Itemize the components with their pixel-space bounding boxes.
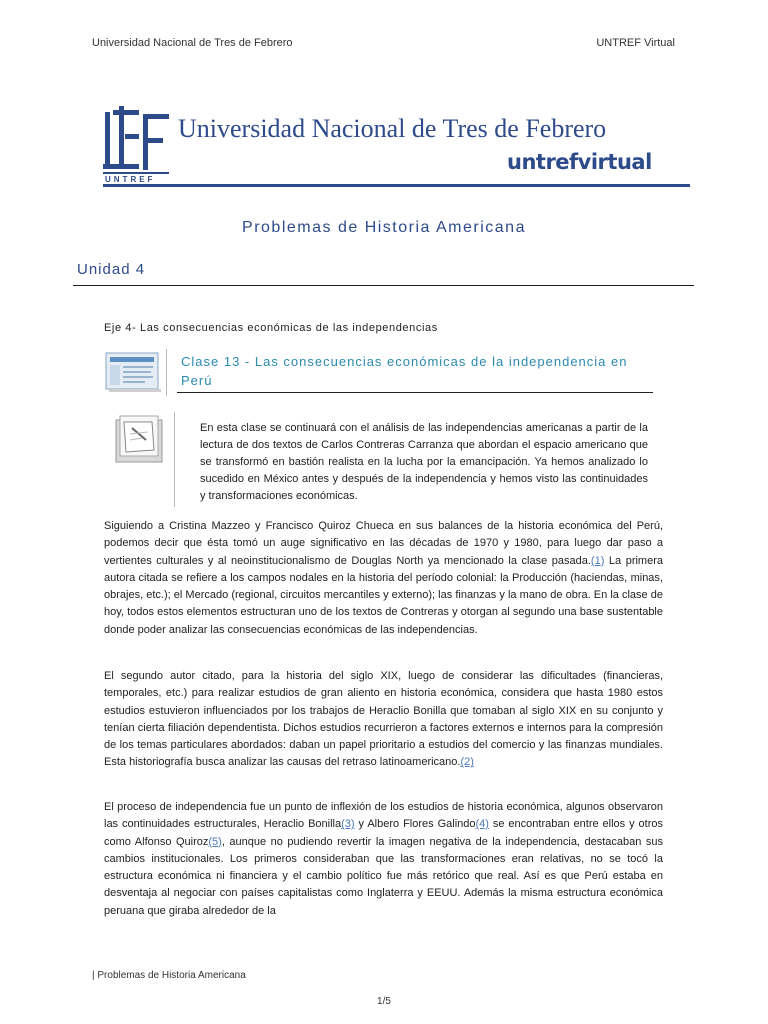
footer-course: | Problemas de Historia Americana bbox=[92, 970, 246, 981]
unit-title: Unidad 4 bbox=[77, 261, 146, 278]
notepad-icon bbox=[112, 414, 168, 466]
banner-rule bbox=[103, 184, 690, 187]
footnote-link-5[interactable]: (5) bbox=[208, 835, 222, 848]
footnote-link-2[interactable]: (2) bbox=[460, 756, 474, 769]
paragraph-text: El proceso de independencia fue un punto de inflexión de los estudios de historia económica, algunos observaron las continuidades estructurales, Heraclio Bonilla bbox=[104, 801, 663, 831]
university-name: Universidad Nacional de Tres de Febrero bbox=[178, 114, 607, 143]
paragraph-1 bbox=[104, 518, 663, 639]
logo-text: UNTREF bbox=[105, 175, 156, 184]
page-number: 1/5 bbox=[377, 996, 391, 1007]
lesson-rule bbox=[177, 392, 653, 393]
axis-title: Eje 4- Las consecuencias económicas de las independencias bbox=[104, 322, 438, 334]
paragraph-2 bbox=[104, 668, 663, 772]
header-university: Universidad Nacional de Tres de Febrero bbox=[92, 37, 293, 49]
paragraph-text: y Albero Flores Galindo bbox=[354, 818, 476, 831]
header-site: UNTREF Virtual bbox=[596, 37, 675, 49]
course-title: Problemas de Historia Americana bbox=[242, 219, 526, 236]
footnote-link-4[interactable]: (4) bbox=[475, 818, 489, 831]
logo-mark bbox=[103, 106, 169, 174]
paragraph-3 bbox=[104, 799, 663, 920]
paragraph-text: La primera autora citada se refiere a los campos nodales en la historia del período colonial: la Producción (haciendas, minas, obrajes, etc.); el Mercado (regional, circuitos mercantiles y externo); las finanzas y la mano de obra. En la clase de hoy, todos estos elementos estructuran uno de los textos de Contreras y otorgan al segundo una base sustentable donde poder analizar las consecuencias económicas de las independencias. bbox=[104, 554, 663, 636]
footnote-link-1[interactable]: (1) bbox=[590, 554, 605, 567]
virtual-brand: untrefvirtual bbox=[507, 150, 652, 174]
intro-divider bbox=[174, 412, 175, 507]
unit-divider bbox=[73, 285, 694, 286]
paragraph-text: se encontraban entre ellos y otros como Alfonso Quiroz bbox=[104, 818, 663, 848]
footnote-link-3[interactable]: (3) bbox=[341, 818, 355, 831]
lesson-divider bbox=[166, 349, 167, 396]
intro-summary: En esta clase se continuará con el análisis de las independencias americanas a partir de la lectura de dos textos de Carlos Contreras Carranza que abordan el espacio americano que se transformó en bastión realista en la lucha por la emancipación. Ya hemos analizado lo sucedido en México antes y después de la independencia y hemos visto las continuidades y transformaciones económicas. bbox=[200, 422, 648, 502]
paragraph-text: El segundo autor citado, para la historia del siglo XIX, luego de considerar las dificultades (financieras, temporales, etc.) para realizar estudios de gran aliento en historia económica, considera que hasta 1980 estos estudios estuvieron influenciados por los trabajos de Heraclio Bonilla que tomaban al siglo XIX en su conjunto y tenían cierta filiación dependentista. Dichos estudios recurrieron a factores externos e internos para la compresión de los temas particulares abordados: daban un papel prioritario a estudios del comercio y las finanzas mundiales. Esta historiografía busca analizar las causas del retraso latinoamericano. bbox=[104, 670, 663, 769]
lesson-title: Clase 13 - Las consecuencias económicas de la independencia en Perú bbox=[181, 354, 628, 388]
document-icon bbox=[104, 349, 166, 395]
paragraph-text: Siguiendo a Cristina Mazzeo y Francisco Quiroz Chueca en sus balances de la historia económica del Perú, podemos decir que ésta tomó un auge significativo en las décadas de 1970 y 1980, para luego dar paso a vertientes culturales y al neoinstitucionalismo de Douglas North ya mencionado la clase pasada. bbox=[104, 520, 663, 567]
paragraph-text: , aunque no pudiendo revertir la imagen negativa de la independencia, destacaban sus cambios institucionales. Los primeros consideraban que las transformaciones eran relativas, no se tocó la estructura económica ni financiera y el cambio político fue más retórico que real. Así es que Perú estaba en desventaja al negociar con países capitalistas como Inglaterra y EEUU. Además la misma estructura económica peruana que giraba alrededor de la bbox=[104, 835, 663, 917]
